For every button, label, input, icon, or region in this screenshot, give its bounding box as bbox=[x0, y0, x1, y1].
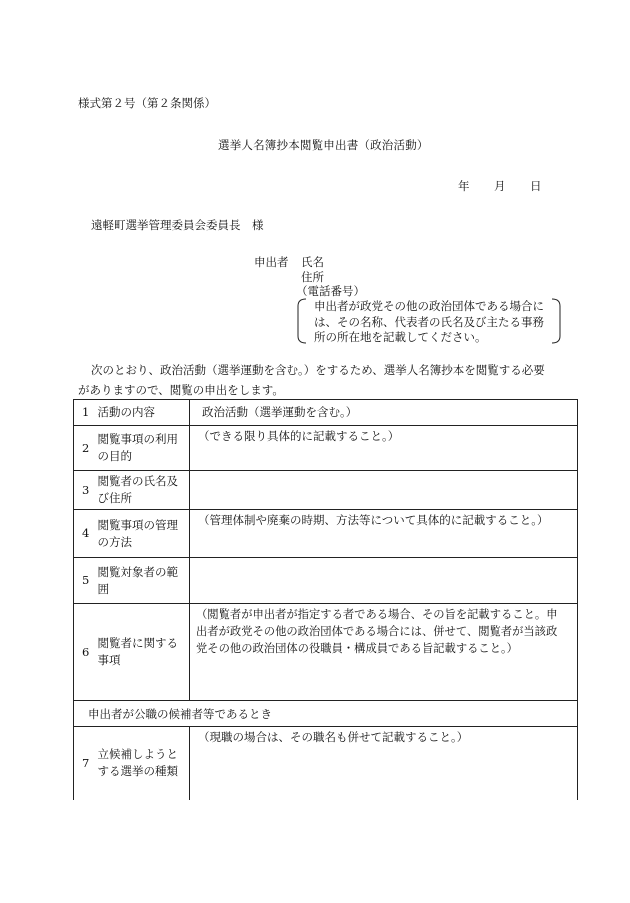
row-label: 立候補しようと する選挙の種類 bbox=[96, 727, 190, 800]
row-number: 2 bbox=[74, 426, 96, 471]
note-line: は、その名称、代表者の氏名及び主たる事務 bbox=[314, 314, 544, 329]
applicant-name-label: 氏名 bbox=[301, 255, 324, 269]
table-row bbox=[74, 604, 578, 701]
row-value[interactable] bbox=[190, 471, 578, 510]
table-row bbox=[74, 558, 578, 604]
note-line: 所の所在地を記載してください。 bbox=[314, 330, 487, 344]
application-table bbox=[73, 399, 578, 800]
row-number: 1 bbox=[74, 400, 96, 426]
row-value[interactable] bbox=[190, 604, 578, 701]
table-row bbox=[74, 471, 578, 510]
row-value[interactable] bbox=[190, 727, 578, 800]
row-value-line: （管理体制や廃棄の時期、方法等について具体的に記載すること。） bbox=[198, 513, 549, 527]
table-row bbox=[74, 426, 578, 471]
form-number: 様式第２号（第２条関係） bbox=[78, 96, 216, 110]
row-value-line: 党その他の政治団体の役職員・構成員である旨記載すること。） bbox=[196, 642, 518, 655]
applicant-phone-label: （電話番号） bbox=[296, 284, 365, 298]
row-value-line: （閲覧者が申出者が指定する者である場合、その旨を記載すること。申 bbox=[196, 608, 558, 621]
row-value[interactable] bbox=[190, 558, 578, 604]
table-row bbox=[74, 510, 578, 558]
applicant-address-label: 住所 bbox=[301, 270, 324, 284]
applicant-label: 申出者 bbox=[254, 255, 289, 269]
row-number: 5 bbox=[74, 558, 96, 604]
date-year-label: 年 bbox=[458, 179, 470, 193]
row-value-line: （現職の場合は、その職名も併せて記載すること。） bbox=[198, 730, 469, 744]
row-label: 閲覧者の氏名及 び住所 bbox=[96, 471, 190, 510]
row-value-line: （できる限り具体的に記載すること。） bbox=[198, 429, 400, 443]
row-label: 活動の内容 bbox=[96, 400, 190, 426]
row-value[interactable] bbox=[190, 400, 578, 426]
applicant-note bbox=[296, 298, 562, 344]
row-value-line: 政治活動（選挙運動を含む。） bbox=[202, 405, 358, 419]
addressee: 遠軽町選挙管理委員会委員長 様 bbox=[91, 218, 264, 232]
date-day-label: 日 bbox=[530, 179, 542, 193]
section-header-row bbox=[74, 701, 578, 727]
row-value-line: 出者が政党その他の政治団体である場合には、併せて、閲覧者が当該政 bbox=[196, 625, 558, 638]
row-number: 4 bbox=[74, 510, 96, 558]
intro-line: 次のとおり、政治活動（選挙運動を含む。）をするため、選挙人名簿抄本を閲覧する必要 bbox=[91, 363, 545, 377]
row-value[interactable] bbox=[190, 510, 578, 558]
row-number: 7 bbox=[74, 727, 96, 800]
row-value[interactable] bbox=[190, 426, 578, 471]
row-label: 閲覧者に関する 事項 bbox=[96, 604, 190, 701]
date-month-label: 月 bbox=[494, 179, 506, 193]
row-label: 閲覧事項の管理 の方法 bbox=[96, 510, 190, 558]
intro-line: がありますので、閲覧の申出をします。 bbox=[78, 383, 284, 397]
row-label: 閲覧事項の利用 の目的 bbox=[96, 426, 190, 471]
page-title: 選挙人名簿抄本閲覧申出書（政治活動） bbox=[218, 138, 429, 152]
row-number: 6 bbox=[74, 604, 96, 701]
applicant-note-text bbox=[314, 299, 544, 346]
note-line: 申出者が政党その他の政治団体である場合に bbox=[314, 299, 544, 313]
table-row bbox=[74, 400, 578, 426]
row-number: 3 bbox=[74, 471, 96, 510]
section-header: 申出者が公職の候補者等であるとき bbox=[74, 701, 578, 727]
table-row bbox=[74, 727, 578, 800]
row-label: 閲覧対象者の範 囲 bbox=[96, 558, 190, 604]
